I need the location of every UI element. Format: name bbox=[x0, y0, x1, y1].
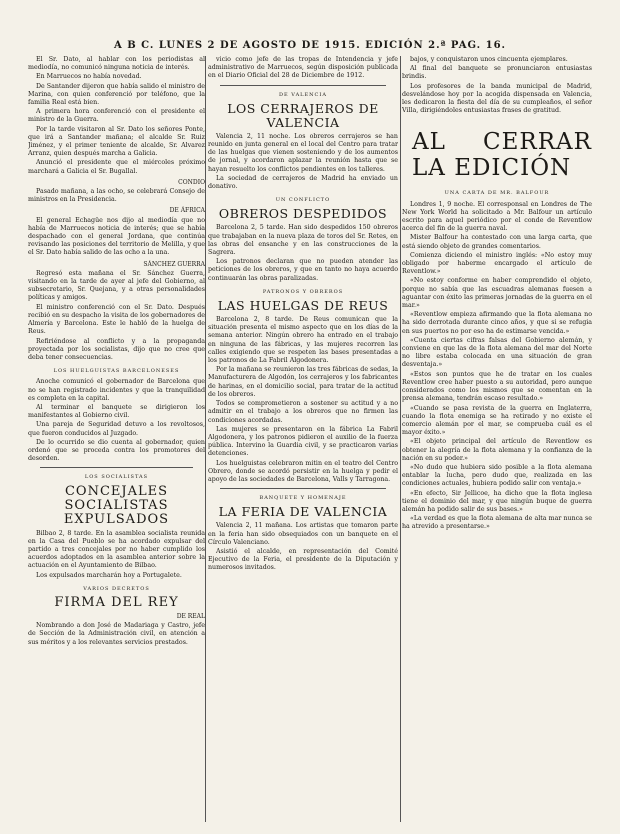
paragraph: bajos, y conquistaron unos cincuenta ejemplares. bbox=[410, 56, 568, 63]
paragraph: Barcelona 2, 8 tarde. De Reus comunican que la situación presenta el mismo aspecto que en los días de la semana anterior. Ningún obrero ha entrado en el trabajo en ninguna de las fábricas, y las mujeres recorren las calles exigiendo que se respeten las bases presentadas a los patronos de La Fabril Algodonera. bbox=[208, 316, 398, 365]
paragraph: Al final del banquete se pronunciaron entusiastas brindis. bbox=[402, 65, 592, 81]
paragraph: «En efecto, Sir Jellicoe, ha dicho que la flota inglesa tiene el dominio del mar, y que ningún buque de guerra alemán ha podido salir de sus bases.» bbox=[402, 489, 592, 513]
byline: CONDIO bbox=[178, 178, 205, 186]
column-middle bbox=[208, 56, 398, 822]
paragraph: «Cuenta ciertas cifras falsas del Gobierno alemán, y conviene en que las de la flota alemana del mar del Norte no libre estaba colocada en una situación de gran desventaja.» bbox=[402, 336, 592, 369]
paragraph: En Marruecos no había novedad. bbox=[36, 73, 142, 81]
paragraph: «Estos son puntos que he de tratar en los cuales Reventlow cree haber puesto a su autoridad, pero aunque considerados como los mismos que se comentan en la prensa alemana, tendrán escaso resultado.» bbox=[402, 370, 592, 403]
edition-headline: AL CERRAR LA EDICIÓN bbox=[412, 129, 592, 182]
paragraph: Pasado mañana, a las ocho, se celebrará Consejo de ministros en la Presidencia. bbox=[28, 188, 205, 204]
paragraph: Al terminar el banquete se dirigieron los manifestantes al Gobierno civil. bbox=[28, 403, 205, 420]
paragraph: Comienza diciendo el ministro inglés: «No estoy muy obligado por haberme encargado el artículo de Reventlow.» bbox=[402, 251, 592, 276]
separator bbox=[220, 488, 386, 489]
paragraph: Una pareja de Seguridad detuvo a los revoltosos, que fueron conducidos al Juzgado. bbox=[28, 421, 205, 437]
section-label: DE VALENCIA bbox=[279, 91, 327, 98]
paragraph: Bilbao 2, 8 tarde. En la asamblea socialista reunida en la Casa del Pueblo se ha acordado expulsar del partido a tres concejales por no haber cumplido los acuerdos adoptados en la asamblea anterior sobre la actuación en el Ayuntamiento de Bilbao. bbox=[28, 529, 205, 570]
paragraph: Los expulsados marcharán hoy a Portugalete. bbox=[36, 571, 182, 579]
paragraph: Anoche comunicó el gobernador de Barcelona que no se han registrado incidentes y que la tranquilidad es completa en la capital. bbox=[28, 378, 205, 402]
paragraph: «No estoy conforme en haber comprendido el objeto, porque no sabía que las escuadras alemanas fuesen a aguantar con éxito las primeras jornadas de la guerra en el mar.» bbox=[402, 277, 592, 310]
headline: LOS CERRAJEROS DE VALENCIA bbox=[227, 100, 379, 130]
paragraph: Las mujeres se presentaron en la fábrica La Fabril Algodonera, y los patronos pidieron el auxilio de la fuerza pública. Intervino la Guardia civil, y se practicaron varias detenciones. bbox=[208, 425, 398, 458]
paragraph: De lo ocurrido se dio cuenta al gobernador, quien ordenó que se proceda contra los promotores del desorden. bbox=[28, 438, 205, 463]
column-rule bbox=[205, 56, 206, 822]
section-label: LOS HUELGUISTAS BARCELONESES bbox=[53, 368, 180, 375]
paragraph: Valencia 2, 11 noche. Los obreros cerrajeros se han reunido en junta general en el local del Centro para tratar de las huelgas que vienen sosteniendo y de los aumentos de jornal, y acordaron aplazar la reunión hasta que se hayan resuelto los conflictos pendientes en los talleres. bbox=[208, 132, 398, 173]
paragraph: Por la mañana se reunieron las tres fábricas de sedas, la Manufacturera de Algodón, los cerrajeros y los fabricantes de harinas, en el domicilio social, para tratar de la actitud de los obreros. bbox=[208, 366, 398, 398]
byline: DE REAL bbox=[176, 612, 205, 620]
paragraph: «El objeto principal del artículo de Reventlow es obtener la alegría de la flota alemana y la confianza de la nación en su poder.» bbox=[402, 438, 592, 462]
separator bbox=[220, 85, 386, 86]
paragraph: Anunció el presidente que el miércoles próximo marchará a Galicia el Sr. Bugallal. bbox=[28, 159, 205, 175]
headline: LAS HUELGAS DE REUS bbox=[217, 298, 389, 314]
paragraph: Todos se comprometieron a sostener su actitud y a no admitir en el trabajo a los obreros que no firmen las condiciones acordadas. bbox=[208, 400, 398, 424]
paragraph: Barcelona 2, 5 tarde. Han sido despedidos 150 obreros que trabajaban en la nueva plaza de toros del Sr. Retes, en las obras del ensanche y en las construcciones de la Sagrera. bbox=[208, 224, 398, 257]
paragraph: Refiriéndose al conflicto y a la propaganda proyectada por los socialistas, dijo que no cree que deba tener consecuencias. bbox=[28, 337, 205, 361]
section-subhead: DE ÁFRICA bbox=[169, 207, 205, 215]
column-right bbox=[402, 56, 592, 822]
section-label: BANQUETE Y HOMENAJE bbox=[259, 495, 347, 502]
paragraph: «Reventlow empieza afirmando que la flota alemana no ha sido derrotada durante cinco años, y que si se refugia en sus puertos no por eso ha de estimarse vencida.» bbox=[402, 311, 592, 335]
paragraph: Los profesores de la banda municipal de Madrid, desvelándose hoy por la acogida dispensada en Valencia, les dedicaron la fiesta del día de su cumpleaños, el señor Villa, dirigiéndoles entusiastas frases de gratitud. bbox=[402, 82, 592, 115]
paragraph: «No dudo que hubiera sido posible a la flota alemana entablar la lucha, pero dudo que, realizada en las condiciones actuales, hubiera podido salir con ventaja.» bbox=[402, 463, 592, 488]
paragraph: Regresó esta mañana el Sr. Sánchez Guerra, visitando en la tarde de ayer al jefe del Gobierno, al subsecretario, Sr. Quejana, y a otras personalidades políticas y amigos. bbox=[28, 269, 205, 302]
headline: LA FERIA DE VALENCIA bbox=[218, 504, 388, 520]
column-rule bbox=[400, 56, 401, 822]
separator bbox=[40, 467, 193, 468]
paragraph: El general Echagüe nos dijo al mediodía que no había de Marruecos noticia de interés; que se había despachado con el general Jordana, que continúa revisando las posiciones del territorio de Melilla, y que el Sr. Dato había salido de las ocho a la una. bbox=[28, 216, 205, 257]
section-label: UNA CARTA DE MR. BALFOUR bbox=[444, 190, 550, 197]
paragraph: Nombrando a don José de Madariaga y Castro, jefe de Sección de la Administración civil, en atención a sus méritos y a los relevantes servicios prestados. bbox=[28, 622, 205, 646]
paragraph: «Cuando se pasa revista de la guerra en Inglaterra, cuando la flota enemiga se ha retirado y no existe el comercio alemán por el mar, se comprueba cuál es el mayor éxito.» bbox=[402, 404, 592, 437]
paragraph: El Sr. Dato, al hablar con los periodistas al mediodía, no comunicó ninguna noticia de interés. bbox=[28, 56, 205, 72]
paragraph: Mister Balfour ha contestado con una larga carta, que está siendo objeto de grandes comentarios. bbox=[402, 234, 592, 250]
paragraph: Por la tarde visitaron al Sr. Dato los señores Ponte, que irá a Santander mañana; el alcalde Sr. Ruiz Jiménez, y el primer teniente de alcalde, Sr. Alvarez Arranz, quien después marcha a Galicia. bbox=[28, 125, 205, 158]
paragraph: «La verdad es que la flota alemana de alta mar nunca se ha atrevido a presentarse.» bbox=[402, 515, 592, 531]
paragraph: El ministro conferenció con el Sr. Dato. Después recibió en su despacho la visita de los gobernadores de Almería y Barcelona. Este le habló de la huelga de Reus. bbox=[28, 303, 205, 336]
paragraph: De Santander dijeron que había salido el ministro de Marina, con quien conferenció por teléfono, que la familia Real está bien. bbox=[28, 82, 205, 107]
column-left bbox=[28, 56, 205, 822]
section-subhead: SÁNCHEZ GUERRA bbox=[143, 260, 205, 268]
paragraph: vicio como jefe de las tropas de Intendencia y jefe administrativo de Marruecos, según disposición publicada en el Diario Oficial del 28 de Diciembre de 1912. bbox=[208, 56, 398, 80]
paragraph: Los huelguistas celebraron mitin en el teatro del Centro Obrero, donde se acordó persistir en la huelga y pedir el apoyo de las sociedades de Barcelona, Valls y Tarragona. bbox=[208, 459, 398, 483]
page-header: A B C. LUNES 2 DE AGOSTO DE 1915. EDICIÓN 2.ª PAG. 16. bbox=[113, 40, 507, 51]
section-label: LOS SOCIALISTAS bbox=[84, 474, 149, 481]
section-label: PATRONOS Y OBREROS bbox=[262, 288, 344, 295]
paragraph: Los patronos declaran que no pueden atender las peticiones de los obreros, y que en tanto no haya acuerdo continuarán las obras paralizadas. bbox=[208, 258, 398, 282]
paragraph: A primera hora conferenció con el presidente el ministro de la Guerra. bbox=[28, 108, 205, 124]
headline: FIRMA DEL REY bbox=[54, 594, 179, 610]
paragraph: Valencia 2, 11 mañana. Los artistas que tomaron parte en la feria han sido obsequiados con un banquete en el Círculo Valenciano. bbox=[208, 522, 398, 546]
headline: OBREROS DESPEDIDOS bbox=[218, 206, 388, 222]
paragraph: La sociedad de cerrajeros de Madrid ha enviado un donativo. bbox=[208, 174, 398, 191]
paragraph: Asistió el alcalde, en representación del Comité Ejecutivo de la Feria, el presidente de la Diputación y numerosos invitados. bbox=[208, 547, 398, 572]
paragraph: Londres 1, 9 noche. El corresponsal en Londres de The New York World ha solicitado a Mr. Balfour un artículo escrito para aquel periódico por el conde de Reventlow acerca del fin de la guerra naval. bbox=[402, 200, 592, 233]
headline: CONCEJALES SOCIALISTAS EXPULSADOS bbox=[63, 483, 170, 527]
section-label: UN CONFLICTO bbox=[275, 197, 331, 204]
section-label: VARIOS DECRETOS bbox=[83, 585, 150, 592]
